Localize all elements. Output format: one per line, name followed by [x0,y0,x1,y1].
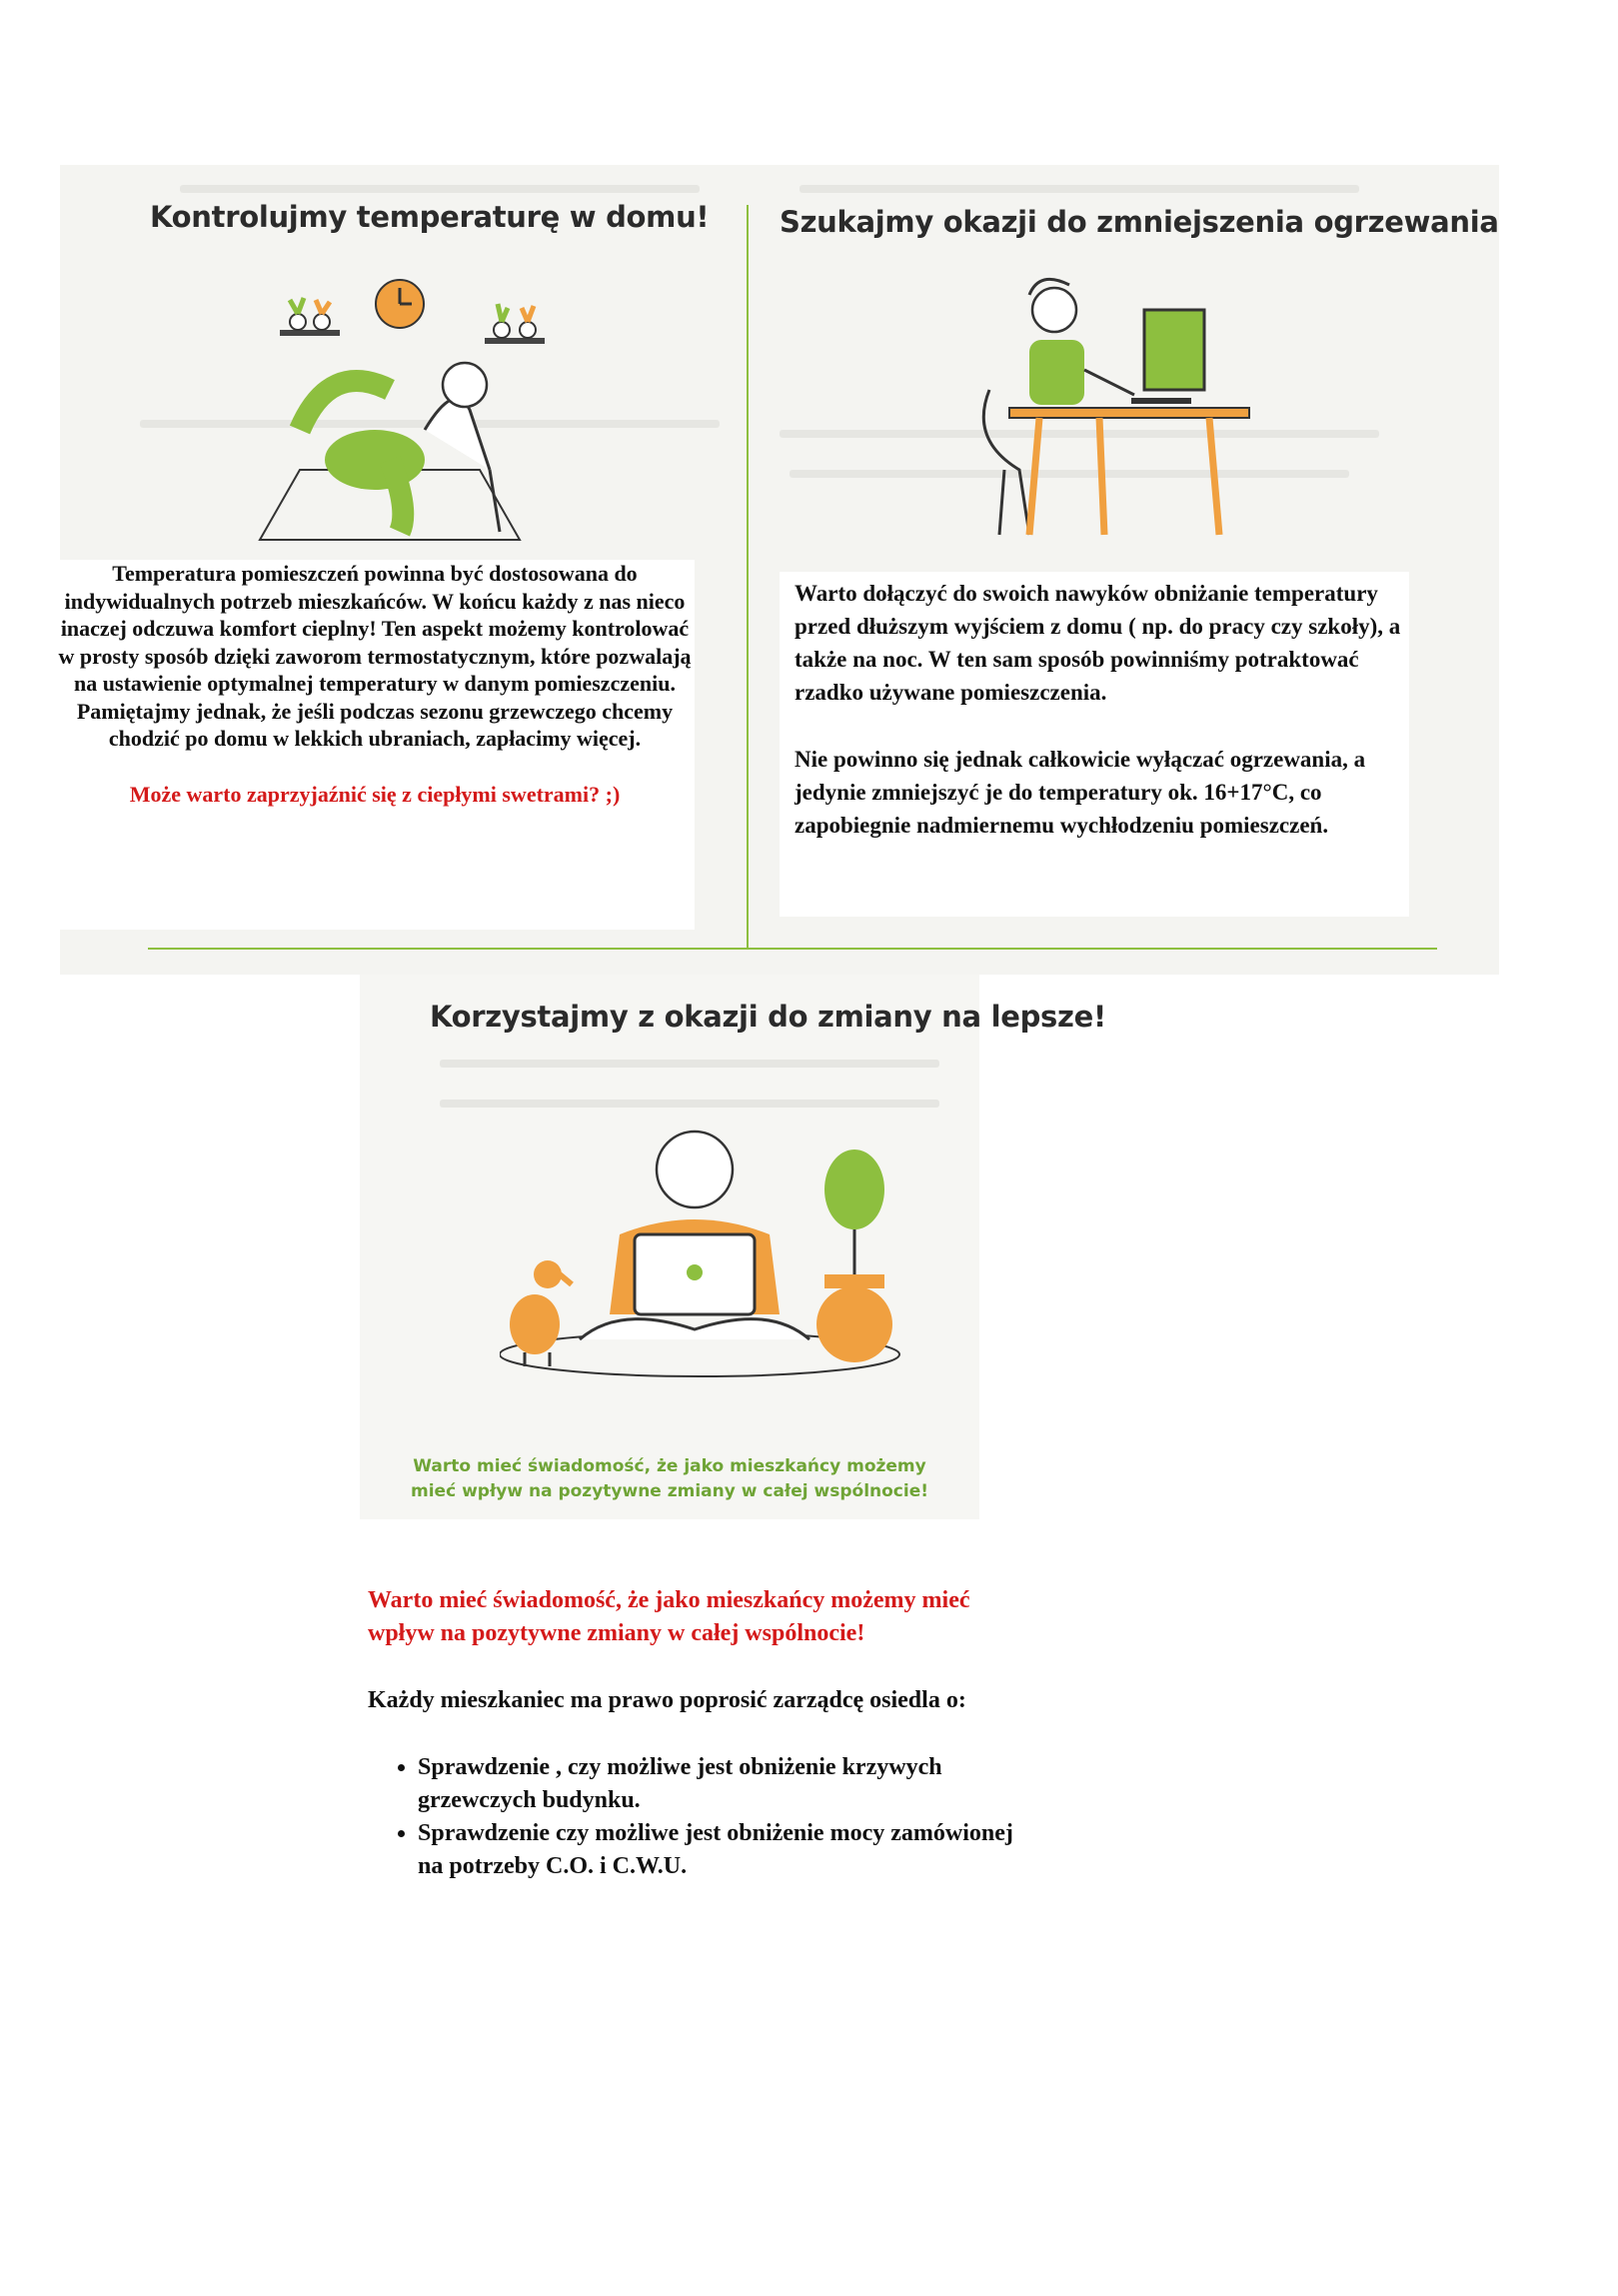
right-heading: Szukajmy okazji do zmniejszenia ogrzewania [780,205,1499,239]
plant-icon [280,298,340,336]
bottom-intro: Każdy mieszkaniec ma prawo poprosić zarządcę osiedla o: [368,1687,966,1713]
left-body-paragraph-2: Pamiętajmy jednak, że jeśli podczas sezonu grzewczego chcemy chodzić po domu w lekkich ubraniach, zapłacimy więcej. [76,698,674,751]
bleed-through-line [440,1100,939,1108]
person-with-laptop-illustration [500,1125,919,1424]
right-body-paragraph-2: Nie powinno się jednak całkowicie wyłączać ogrzewania, a jedynie zmniejszyć je do temperatury ok. 16+17°C, co zapobiegnie nadmiernemu wychłodzeniu pomieszczeń. [795,747,1366,838]
request-list [368,1751,1027,1883]
bottom-text-block [368,1584,1027,1883]
yoga-woman-illustration [240,270,580,560]
left-highlight: Może warto zaprzyjaźnić się z ciepłymi swetrami? ;) [129,781,621,807]
bleed-through-line [440,1060,939,1068]
woman-at-computer-illustration [959,270,1259,540]
bleed-through-line [800,185,1359,193]
bottom-heading: Korzystajmy z okazji do zmiany na lepsze! [430,1000,1106,1034]
left-heading: Kontrolujmy temperaturę w domu! [150,200,710,234]
horizontal-divider [148,948,1437,950]
right-text-box [780,572,1409,917]
list-item: • Sprawdzenie czy możliwe jest obniżenie mocy zamówionej na potrzeby C.O. i C.W.U. [418,1817,1027,1883]
bleed-through-line [180,185,700,193]
potted-tree-icon [816,1149,892,1362]
list-item: • Sprawdzenie , czy możliwe jest obniżenie krzywych grzewczych budynku. [418,1751,1027,1817]
left-body-paragraph-1: Temperatura pomieszczeń powinna być dostosowana do indywidualnych potrzeb mieszkańców. W końcu każdy z nas nieco inaczej odczuwa komfort cieplny! Ten aspekt możemy kontrolować w prosty sposób dzięki zaworom termostatycznym, które pozwalają na ustawienie optymalnej temperatury w danym pomieszczeniu. [58,561,692,696]
vertical-divider [747,205,749,950]
plant-icon [485,304,545,344]
bottom-highlight: Warto mieć świadomość, że jako mieszkańcy możemy mieć wpływ na pozytywne zmiany w całej wspólnocie! [368,1587,970,1646]
right-body-paragraph-1: Warto dołączyć do swoich nawyków obniżanie temperatury przed dłuższym wyjściem z domu ( np. do pracy czy szkoły), a także na noc. W ten sam sposób powinniśmy potraktować rzadko używane pomieszczenia. [795,581,1401,705]
clock-icon [376,280,424,328]
dog-icon [510,1260,572,1366]
left-text-box [55,560,695,930]
illustration-caption: Warto mieć świadomość, że jako mieszkańcy możemy mieć wpływ na pozytywne zmiany w całej wspólnocie! [411,1456,928,1501]
